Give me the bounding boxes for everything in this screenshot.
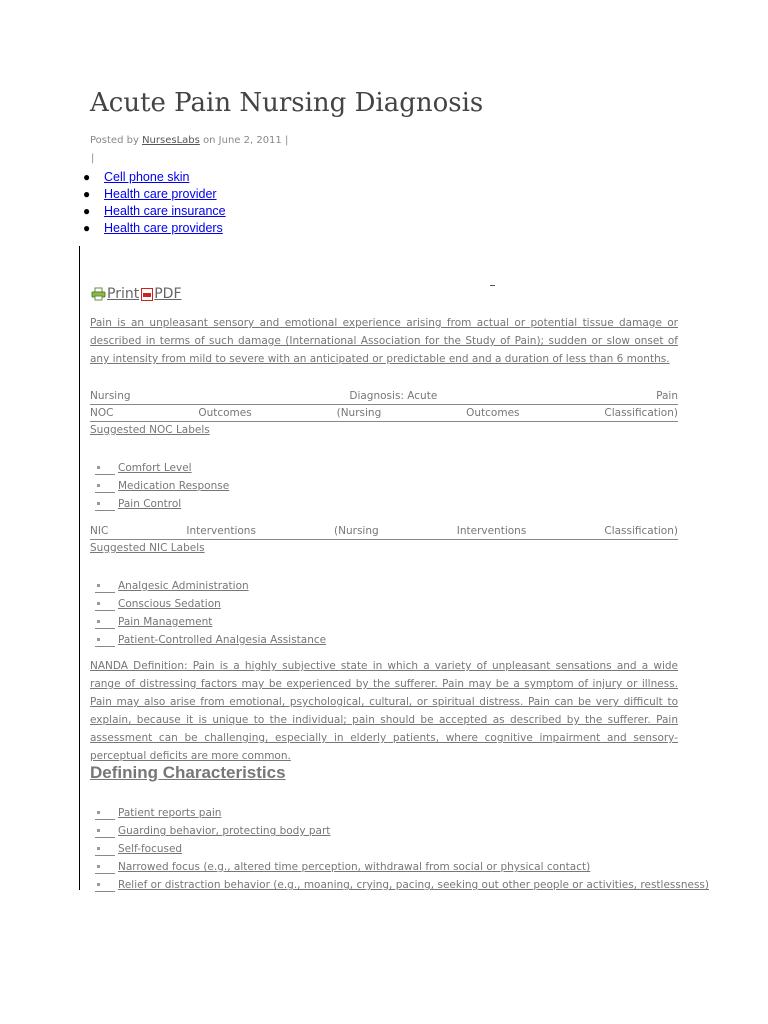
nic-item: Pain Management bbox=[118, 616, 213, 628]
bullet-underline bbox=[95, 837, 115, 838]
defining-characteristics-heading: Defining Characteristics bbox=[90, 763, 286, 782]
page-title: Acute Pain Nursing Diagnosis bbox=[90, 88, 484, 118]
characteristic-item: Patient reports pain bbox=[118, 807, 222, 819]
print-link[interactable]: Print bbox=[107, 286, 140, 302]
square-bullet-icon bbox=[97, 638, 100, 641]
nic-item: Patient-Controlled Analgesia Assistance bbox=[118, 634, 327, 646]
nic-heading bbox=[90, 523, 678, 540]
divider-mark bbox=[490, 285, 495, 286]
square-bullet-icon bbox=[97, 466, 100, 469]
bullet-underline bbox=[95, 474, 115, 475]
bullet-underline bbox=[95, 855, 115, 856]
intro-paragraph: Pain is an unpleasant sensory and emotional experience arising from actual or potential tissue damage or described in terms of such damage (International Association for the Study of Pain); sudden or slow onset of any intensity from mild to severe with an anticipated or predictable end and a duration of less than 6 months. bbox=[90, 317, 678, 365]
square-bullet-icon bbox=[97, 829, 100, 832]
bullet-underline bbox=[95, 592, 115, 593]
square-bullet-icon bbox=[97, 811, 100, 814]
post-date: on June 2, 2011 | bbox=[203, 135, 289, 146]
pdf-icon[interactable] bbox=[141, 288, 153, 301]
bullet-underline bbox=[95, 628, 115, 629]
noc-word: (Nursing bbox=[336, 407, 382, 419]
post-meta bbox=[90, 135, 288, 146]
diagnosis-word: Diagnosis: Acute bbox=[349, 390, 438, 402]
bullet-underline bbox=[95, 610, 115, 611]
nic-labels-title: Suggested NIC Labels bbox=[90, 542, 205, 554]
printer-icon[interactable] bbox=[91, 287, 106, 301]
nic-word: Interventions bbox=[456, 525, 527, 537]
bullet-underline bbox=[95, 819, 115, 820]
nic-word: Interventions bbox=[186, 525, 256, 537]
ad-link-cell-phone-skin[interactable]: Cell phone skin bbox=[104, 170, 190, 184]
ad-link-health-care-provider[interactable]: Health care provider bbox=[104, 187, 217, 201]
bullet-icon: ● bbox=[83, 170, 91, 184]
bullet-underline bbox=[95, 646, 115, 647]
noc-item: Comfort Level bbox=[118, 462, 192, 474]
pdf-link[interactable]: PDF bbox=[154, 286, 182, 302]
diagnosis-heading bbox=[90, 388, 678, 405]
bullet-underline bbox=[95, 492, 115, 493]
nic-word: (Nursing bbox=[334, 525, 379, 537]
noc-word: Classification) bbox=[604, 407, 678, 419]
square-bullet-icon bbox=[97, 502, 100, 505]
noc-word: Outcomes bbox=[198, 407, 252, 419]
square-bullet-icon bbox=[97, 620, 100, 623]
noc-heading bbox=[90, 405, 678, 422]
bullet-underline bbox=[95, 510, 115, 511]
nanda-definition: NANDA Definition: Pain is a highly subjective state in which a variety of unpleasant sensations and a wide range of distressing factors may be experienced by the sufferer. Pain may be a symptom of injury or illness. Pain may also arise from emotional, psychological, cultural, or spiritual distress. Pain can be very difficult to explain, because it is unique to the individual; pain should be accepted as described by the sufferer. Pain assessment can be challenging, especially in elderly patients, where cognitive impairment and sensory-perceptual deficits are more common. bbox=[90, 660, 678, 762]
noc-word: Outcomes bbox=[466, 407, 520, 419]
nic-word: Classification) bbox=[604, 525, 678, 537]
characteristic-item: Relief or distraction behavior (e.g., moaning, crying, pacing, seeking out other people or activities, restlessness) bbox=[118, 879, 709, 891]
diagnosis-word: Nursing bbox=[90, 390, 131, 402]
noc-item: Medication Response bbox=[118, 480, 230, 492]
square-bullet-icon bbox=[97, 847, 100, 850]
content-left-border bbox=[79, 246, 80, 890]
meta-separator: | bbox=[91, 153, 95, 164]
square-bullet-icon bbox=[97, 865, 100, 868]
bullet-underline bbox=[95, 891, 115, 892]
posted-by-text: Posted by bbox=[90, 135, 139, 146]
square-bullet-icon bbox=[97, 584, 100, 587]
nic-word: NIC bbox=[90, 525, 109, 537]
square-bullet-icon bbox=[97, 484, 100, 487]
print-pdf-toolbar bbox=[91, 285, 182, 303]
bullet-underline bbox=[95, 873, 115, 874]
diagnosis-word: Pain bbox=[656, 390, 678, 402]
characteristic-item: Guarding behavior, protecting body part bbox=[118, 825, 331, 837]
characteristic-item: Narrowed focus (e.g., altered time perception, withdrawal from social or physical contact) bbox=[118, 861, 591, 873]
square-bullet-icon bbox=[97, 602, 100, 605]
nic-item: Conscious Sedation bbox=[118, 598, 221, 610]
bullet-icon: ● bbox=[83, 204, 91, 218]
author-link[interactable]: NursesLabs bbox=[142, 135, 200, 146]
noc-labels-title: Suggested NOC Labels bbox=[90, 424, 210, 436]
ad-link-health-care-insurance[interactable]: Health care insurance bbox=[104, 204, 226, 218]
noc-item: Pain Control bbox=[118, 498, 182, 510]
bullet-icon: ● bbox=[83, 187, 91, 201]
nic-item: Analgesic Administration bbox=[118, 580, 249, 592]
bullet-icon: ● bbox=[83, 221, 91, 235]
noc-word: NOC bbox=[90, 407, 114, 419]
square-bullet-icon bbox=[97, 883, 100, 886]
characteristic-item: Self-focused bbox=[118, 843, 183, 855]
ad-link-health-care-providers[interactable]: Health care providers bbox=[104, 221, 223, 235]
